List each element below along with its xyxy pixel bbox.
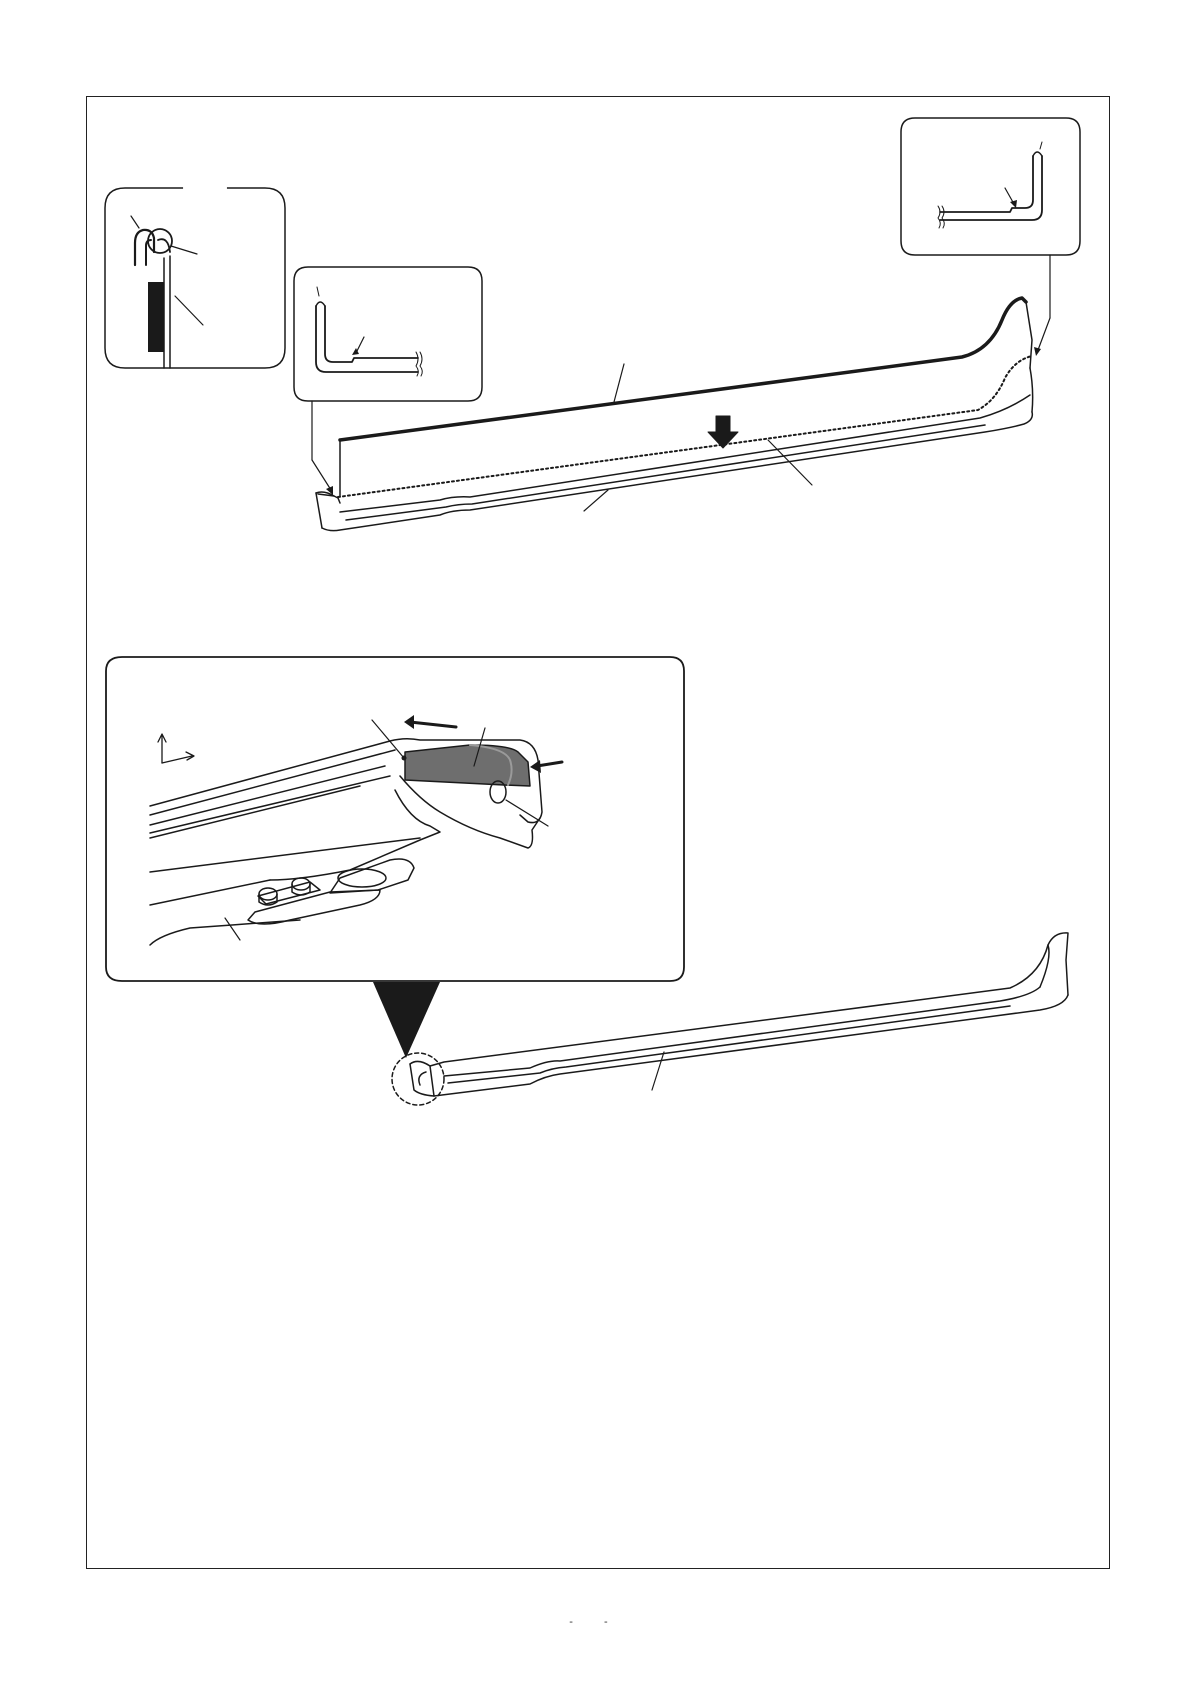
slide-arrow-left xyxy=(404,715,456,729)
page-number: - - xyxy=(569,1616,622,1628)
callout-pointer xyxy=(373,982,440,1058)
detail-circle xyxy=(148,229,172,253)
axis-indicator xyxy=(158,734,194,763)
right-corner-profile-inset xyxy=(901,118,1080,356)
hook-detail-inset xyxy=(105,188,285,368)
rocker-panel-bottom xyxy=(410,933,1068,1096)
seal-strip xyxy=(340,298,1026,440)
press-arrow-right xyxy=(530,760,562,773)
left-corner-profile-inset xyxy=(294,267,482,495)
adhesive-strip xyxy=(148,282,164,352)
rocker-panel-top xyxy=(316,298,1033,531)
rocker-end-closeup-inset xyxy=(106,657,684,981)
hook-clip xyxy=(135,230,154,265)
